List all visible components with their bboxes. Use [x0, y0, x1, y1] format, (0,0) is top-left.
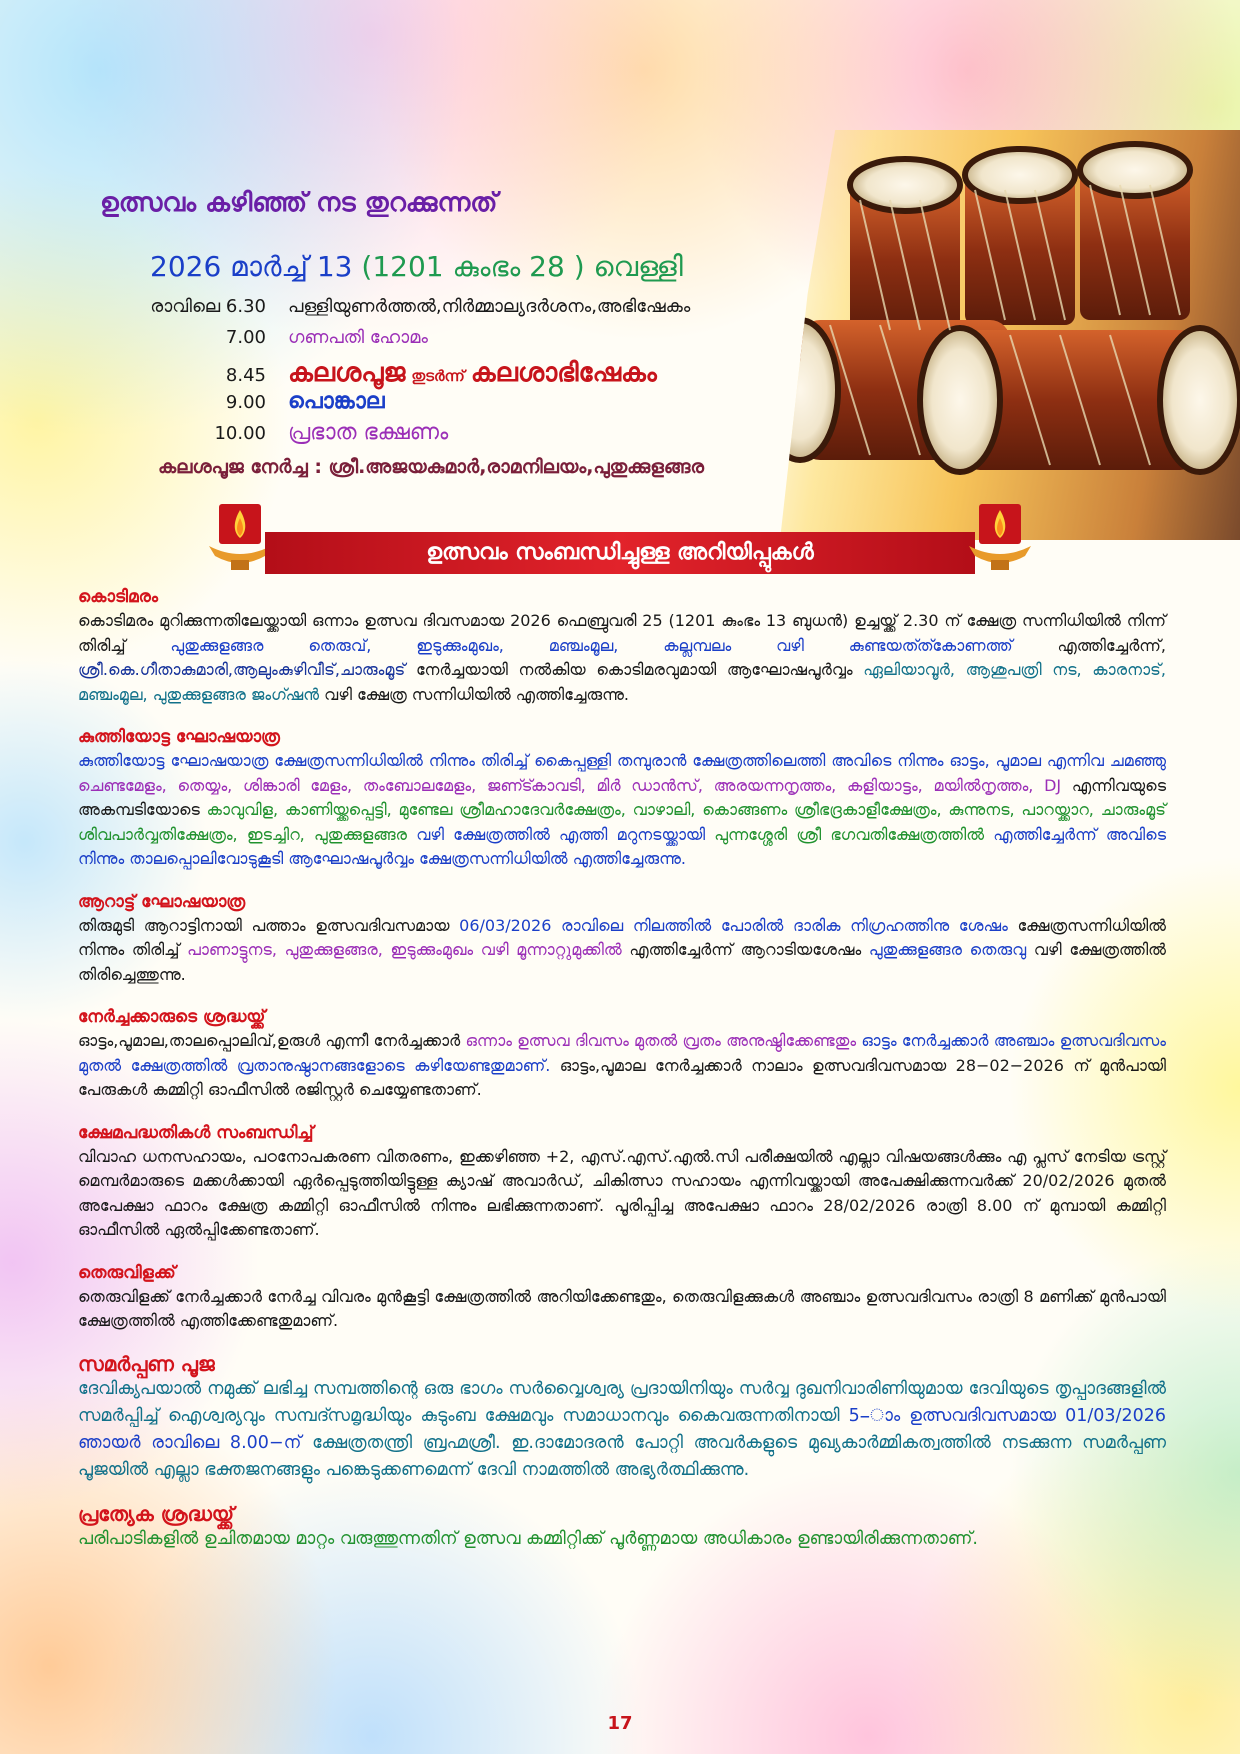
section-body: [78, 1029, 1166, 1103]
date-day: വെള്ളി: [593, 250, 683, 283]
section-text-segment: പുതുക്കുളങ്ങര തെരുവു: [868, 940, 1027, 959]
date-malayalam: (1201 കുംഭം 28 ): [352, 250, 594, 283]
section-text-segment: 5−ാം ഉത്സവദിവസമായ 01/03/2026 ഞായർ രാവിലെ 8.00−ന്: [78, 1405, 1166, 1453]
section-text-segment: ശ്രീ.കെ.ഗീതാകുമാരി,ആലുംകുഴിവീട്,ചാരുംമൂട്: [78, 660, 406, 679]
section-text-segment: എത്തിച്ചേർന്ന് അവിടെ നിന്നും താലപ്പൊലിവോടുകൂടി ആഘോഷപൂർവ്വം ക്ഷേത്രസന്നിധിയിൽ എത്തിച്ചേരുന്നു.: [78, 824, 1166, 868]
schedule-activity-2: കലശാഭിഷേകം: [470, 358, 657, 388]
section-text-segment: തെരുവിളക്ക് നേർച്ചക്കാർ നേർച്ച വിവരം മുൻകൂട്ടി ക്ഷേത്രത്തിൽ അറിയിക്കേണ്ടതും, തെരുവിളക്കുകൾ അഞ്ചാം ഉത്സവദിവസം രാത്രി 8 മണിക്ക് മുൻപായി ക്ഷേത്രത്തിൽ എത്തിക്കേണ്ടതുമാണ്.: [78, 1286, 1166, 1330]
section-title: ആറാട്ട് ഘോഷയാത്ര: [78, 891, 246, 912]
section-title: കുത്തിയോട്ട ഘോഷയാത്ര: [78, 727, 280, 747]
section-title: കൊടിമരം: [78, 587, 158, 607]
section-text-segment: ഓട്ടം,പൂമാല,താലപ്പൊലിവ്,ഉരുൾ എന്നീ നേർച്ചക്കാർ: [78, 1031, 466, 1050]
schedule-activity: പ്രഭാത ഭക്ഷണം: [288, 420, 449, 445]
section-text-segment: തിരുമുടി ആറാട്ടിനായി പത്താം ഉത്സവദിവസമായ: [78, 915, 460, 935]
section-text-segment: ക്ഷേത്രസന്നിധിയിൽ നിന്നും തിരിച്ച്: [78, 915, 1167, 959]
section-title: നേർച്ചക്കാരുടെ ശ്രദ്ധയ്ക്ക്: [78, 1007, 266, 1027]
section-body: [78, 749, 1166, 872]
section-text-segment: വഴി ക്ഷേത്രത്തിൽ എത്തി മറുനടയ്ക്കായി: [407, 824, 715, 844]
section-body: [78, 1526, 1166, 1553]
section-text-segment: പാണാട്ടുനട, പുതുക്കുളങ്ങര, ഇടുക്കുംമുഖം വഴി മൂന്നാറ്റുമുക്കിൽ: [187, 940, 622, 959]
section-title: തെരുവിളക്ക്: [78, 1262, 176, 1283]
section-text-segment: 06/03/2026 രാവിലെ നിലത്തിൽ പോരിൽ ദാരിക നിഗ്രഹത്തിനു ശേഷം: [459, 915, 1008, 935]
section-title: പ്രത്യേക ശ്രദ്ധയ്ക്ക്: [78, 1501, 235, 1526]
schedule: [148, 296, 828, 451]
schedule-activity: ഗണപതി ഹോമം: [288, 327, 428, 348]
section-title: സമർപ്പണ പൂജ: [78, 1351, 215, 1376]
section-text-segment: കാവുവിള, കാണിയ്ക്കപ്പെട്ടി, മുണ്ടേല ശ്രീമഹാദേവർക്ഷേത്രം, വാഴാലി, കൊങ്ങണം ശ്രീഭദ്രകാളീക്ഷേത്രം, കുന്നുനട, പാറയ്ക്കാറ, ചാരുംമൂട് ശിവപാർവ്വതിക്ഷേത്രം, ഇടച്ചിറ, പുതുക്കുളങ്ങര: [78, 800, 1166, 844]
section-body: [78, 609, 1166, 707]
section-text-segment: വഴി ക്ഷേത്ര സന്നിധിയിൽ എത്തിച്ചേരുന്നു.: [319, 684, 629, 704]
section-text-segment: എന്നിവയുടെ അകമ്പടിയോടെ: [78, 775, 1166, 819]
section-body: [78, 1376, 1166, 1484]
schedule-row: [148, 296, 828, 327]
section-body: [78, 914, 1166, 988]
announcement-section: [78, 890, 1166, 988]
schedule-time: രാവിലെ 6.30: [150, 296, 266, 317]
section-text-segment: എത്തിച്ചേർന്ന്,: [1012, 635, 1166, 655]
kalasha-nercha-line: കലശപൂജ നേർച്ച : ശ്രീ.അജയകുമാർ,രാമനിലയം,പുതുക്കുളങ്ങര: [158, 456, 704, 478]
section-body: [78, 1145, 1166, 1243]
schedule-time: 9.00: [225, 392, 266, 413]
section-text-segment: വഴി ക്ഷേത്രത്തിൽ തിരിച്ചെത്തുന്നു.: [78, 940, 1167, 984]
section-text-segment: നേർച്ചയായി നൽകിയ കൊടിമരവുമായി ആഘോഷപൂർവ്വം: [405, 660, 864, 679]
oil-lamp-icon: [965, 500, 1035, 572]
schedule-time: 8.45: [225, 365, 266, 386]
schedule-activity: പൊങ്കാല: [288, 389, 385, 414]
schedule-time: 7.00: [225, 327, 266, 348]
date-line: [150, 250, 683, 284]
section-body: [78, 1285, 1166, 1334]
schedule-time: 10.00: [214, 423, 266, 444]
section-title: ക്ഷേമപദ്ധതികൾ സംബന്ധിച്ച്: [78, 1122, 314, 1143]
announcements-banner: ഉത്സവം സംബന്ധിച്ചുള്ള അറിയിപ്പുകൾ: [265, 532, 975, 574]
announcement-section: [78, 725, 1166, 872]
section-text-segment: പുതുക്കുളങ്ങര തെരുവ്, ഇടുക്കുംമുഖം, മഞ്ചംമൂല, കല്ലമ്പലം വഴി കുണ്ടയത്ത്കോണത്ത്: [170, 635, 1013, 655]
announcement-section: [78, 1005, 1166, 1103]
schedule-row: [148, 420, 828, 451]
schedule-row: [148, 327, 828, 358]
section-text-segment: ദേവിക്യപയാൽ നമുക്ക് ലഭിച്ച സമ്പത്തിന്റെ ഒരു ഭാഗം സർവ്വൈശ്വര്യ പ്രദായിനിയും സർവ്വ ദുഖനിവാരിണിയുമായ ദേവിയുടെ തൃപ്പാദങ്ങളിൽ സമർപ്പിച്ച് ഐശ്വര്യവും സമ്പദ്സമൃദ്ധിയും കുടുംബ ക്ഷേമവും സമാധാനവും കൈവരുന്നതിനായി: [78, 1378, 1166, 1426]
section-text-segment: ഓട്ടം,പൂമാല നേർച്ചക്കാർ നാലാം ഉത്സവദിവസമായ 28−02−2026 ന് മുൻപായി പേരുകൾ കമ്മിറ്റി ഓഫീസിൽ രജിസ്റ്റർ ചെയ്യേണ്ടതാണ്.: [78, 1055, 1166, 1099]
page-heading: ഉത്സവം കഴിഞ്ഞ് നട തുറക്കുന്നത്: [100, 188, 498, 218]
section-text-segment: ചെണ്ടമേളം, തെയ്യം, ശിങ്കാരി മേളം, തംബോലമേളം, ജണ്ട്കാവടി, മിര്‍ ഡാൻസ്, അരയന്നനൃത്തം, കളിയാട്ടം, മയിൽനൃത്തം, DJ: [78, 775, 1062, 795]
announcement-sections: [78, 585, 1166, 1571]
section-text-segment: ഓട്ടം നേർച്ചക്കാർ അഞ്ചാം ഉത്സവദിവസം മുതൽ ക്ഷേത്രത്തിൽ വ്രതാനുഷ്ഠാനങ്ങളോടെ കഴിയേണ്ടതുമാണ്.: [78, 1031, 1167, 1075]
section-text-segment: എത്തിച്ചേർന്ന് ആറാടിയശേഷം: [621, 940, 869, 959]
announcement-section: [78, 1261, 1166, 1334]
schedule-row: [148, 358, 828, 389]
schedule-connector: തുടർന്ന്: [411, 367, 465, 385]
page-number: 17: [607, 1713, 633, 1734]
date-main: 2026 മാർച്ച് 13: [150, 250, 353, 283]
section-text-segment: പുന്നശ്ശേരി ശ്രീ ഭഗവതിക്ഷേത്രത്തിൽ: [714, 824, 985, 844]
section-text-segment: കുത്തിയോട്ട ഘോഷയാത്ര ക്ഷേത്രസന്നിധിയിൽ നിന്നും തിരിച്ച് കൈപ്പള്ളി തമ്പുരാൻ ക്ഷേത്രത്തിലെത്തി അവിടെ നിന്നും ഓട്ടം, പൂമാല എന്നിവ ചമഞ്ഞു: [78, 751, 1166, 770]
section-text-segment: പരിപാടികളിൽ ഉചിതമായ മാറ്റം വരുത്തുന്നതിന് ഉത്സവ കമ്മിറ്റിക്ക് പൂർണ്ണമായ അധികാരം ഉണ്ടായിരിക്കുന്നതാണ്.: [78, 1528, 978, 1549]
announcement-section: [78, 1121, 1166, 1243]
section-text-segment: വിവാഹ ധനസഹായം, പഠനോപകരണ വിതരണം, ഇക്കഴിഞ്ഞ +2, എസ്.എസ്.എൽ.സി പരീക്ഷയിൽ എല്ലാ വിഷയങ്ങൾക്കും എ പ്ലസ് നേടിയ ട്രസ്റ്റ് മെമ്പർമാരുടെ മക്കൾക്കായി ഏർപ്പെടുത്തിയിട്ടുള്ള ക്യാഷ് അവാർഡ്, ചികിത്സാ സഹായം എന്നിവയ്ക്കായി അപേക്ഷിക്കുന്നവർക്ക് 20/02/2026 മുതൽ അപേക്ഷാ ഫാറം ക്ഷേത്ര കമ്മിറ്റി ഓഫീസിൽ നിന്നും ലഭിക്കുന്നതാണ്. പൂരിപ്പിച്ച അപേക്ഷാ ഫാറം 28/02/2026 രാത്രി 8.00 ന് മുമ്പായി കമ്മിറ്റി ഓഫീസിൽ ഏൽപ്പിക്കേണ്ടതാണ്.: [78, 1146, 1166, 1239]
schedule-activity: കലശപൂജ: [288, 358, 406, 388]
schedule-activity: പള്ളിയുണർത്തൽ,നിർമ്മാല്യദർശനം,അഭിഷേകം: [288, 296, 691, 317]
section-text-segment: ഒന്നാം ഉത്സവ ദിവസം മുതൽ വ്രതം അനുഷ്ഠിക്കേണ്ടതും: [465, 1031, 857, 1050]
section-text-segment: ക്ഷേത്രതന്ത്രി ബ്രഹ്മശ്രീ. ഇ.ദാമോദരൻ പോറ്റി അവർകളുടെ മുഖ്യകാർമ്മികത്വത്തിൽ നടക്കുന്ന സമർപ്പണ പൂജയിൽ എല്ലാ ഭക്തജനങ്ങളും പങ്കെടുക്കണമെന്ന് ദേവി നാമത്തിൽ അഭ്യർത്ഥിക്കുന്നു.: [78, 1432, 1166, 1480]
schedule-row: [148, 389, 828, 420]
announcement-section: [78, 1502, 1166, 1553]
announcement-section: [78, 585, 1166, 707]
section-text-segment: കൊടിമരം മുറിക്കുന്നതിലേയ്ക്കായി ഒന്നാം ഉത്സവ ദിവസമായ 2026 ഫെബ്രുവരി 25 (1201 കുംഭം 13 ബുധൻ) ഉച്ചയ്ക്ക് 2.30 ന് ക്ഷേത്ര സന്നിധിയിൽ നിന്ന് തിരിച്ച്: [78, 611, 1166, 655]
section-text-segment: ഏലിയാവൂർ, ആശുപത്രി നട, കാരനാട്, മഞ്ചംമൂല, പുതുക്കുളങ്ങര ജംഗ്ഷൻ: [78, 660, 1166, 704]
announcement-section: [78, 1352, 1166, 1484]
